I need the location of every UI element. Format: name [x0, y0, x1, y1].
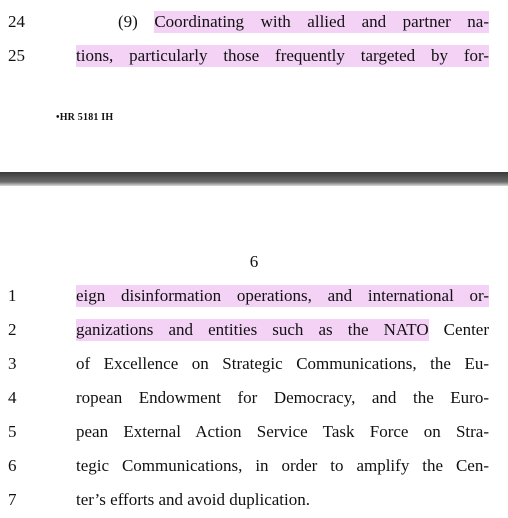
highlighted-text: tions, particularly those frequently targeted by for- — [76, 46, 489, 65]
line-number: 24 — [8, 12, 25, 31]
document-text-line: ropean Endowment for Democracy, and the Euro- — [76, 388, 489, 407]
document-text-line: tegic Communications, in order to amplify the Cen- — [76, 456, 489, 475]
page-separator — [0, 172, 508, 186]
line-number: 2 — [8, 320, 17, 339]
document-text-line — [76, 286, 489, 306]
line-number: 5 — [8, 422, 17, 441]
line-number: 1 — [8, 286, 17, 305]
line-number: 25 — [8, 46, 25, 65]
document-page-top — [0, 0, 508, 172]
document-text-line: ter’s efforts and avoid duplication. — [76, 490, 311, 509]
highlighted-text: Coordinating with allied and partner na- — [154, 12, 489, 31]
document-page-bottom — [0, 186, 508, 518]
bill-footer-label: •HR 5181 IH — [56, 112, 114, 123]
highlighted-text: ganizations and entities such as the NATO — [76, 320, 429, 339]
document-text-line — [76, 320, 489, 340]
line-number: 6 — [8, 456, 17, 475]
line-number: 7 — [8, 490, 17, 509]
highlighted-text: eign disinformation operations, and international or- — [76, 286, 489, 305]
line-number: 3 — [8, 354, 17, 373]
document-text-line — [76, 46, 489, 66]
paragraph-label: (9) — [118, 12, 155, 31]
line-number: 4 — [8, 388, 17, 407]
document-text-line: pean External Action Service Task Force on Stra- — [76, 422, 489, 441]
document-text-line: of Excellence on Strategic Communications, the Eu- — [76, 354, 489, 373]
plain-text: Center — [428, 320, 489, 339]
document-text-line — [118, 12, 489, 32]
page-number: 6 — [249, 252, 259, 271]
